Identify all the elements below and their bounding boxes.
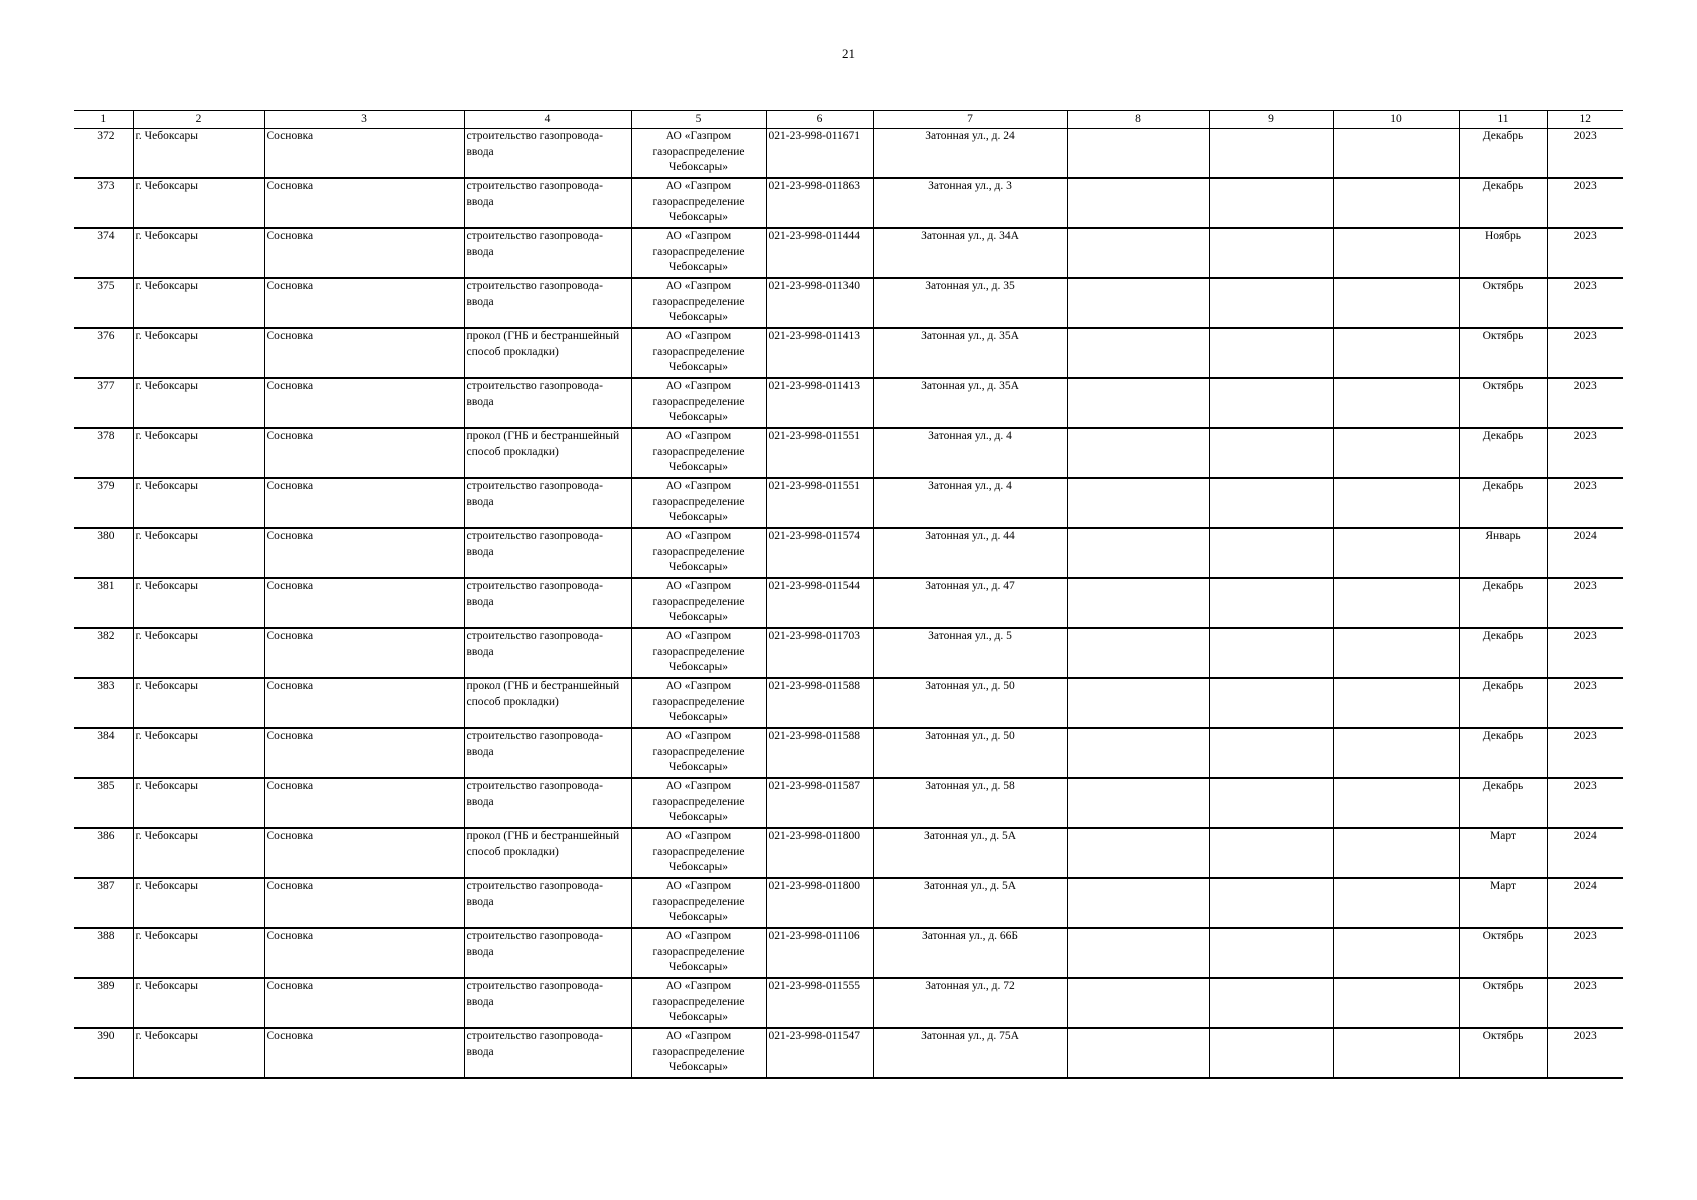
address-cell: Затонная ул., д. 5А [873, 878, 1067, 928]
address-cell: Затонная ул., д. 47 [873, 578, 1067, 628]
column-8-cell [1067, 278, 1209, 328]
table-row [74, 978, 1623, 1028]
column-8-cell [1067, 828, 1209, 878]
work-type-cell: строительство газопровода-ввода [464, 628, 631, 678]
column-header: 12 [1547, 111, 1623, 129]
address-cell: Затонная ул., д. 35 [873, 278, 1067, 328]
work-type-cell: строительство газопровода-ввода [464, 878, 631, 928]
request-number-cell: 021-23-998-011106 [766, 928, 873, 978]
column-9-cell [1209, 478, 1333, 528]
column-10-cell [1333, 1028, 1459, 1078]
work-type-cell: строительство газопровода-ввода [464, 129, 631, 179]
column-header: 1 [74, 111, 133, 129]
address-cell: Затонная ул., д. 66Б [873, 928, 1067, 978]
locality-cell: г. Чебоксары [133, 778, 264, 828]
column-9-cell [1209, 578, 1333, 628]
column-10-cell [1333, 878, 1459, 928]
district-cell: Сосновка [264, 678, 464, 728]
organization-cell: АО «Газпром газораспределение Чебоксары» [631, 978, 766, 1028]
column-9-cell [1209, 328, 1333, 378]
address-cell: Затонная ул., д. 58 [873, 778, 1067, 828]
month-cell: Октябрь [1459, 928, 1547, 978]
locality-cell: г. Чебоксары [133, 1028, 264, 1078]
table-row [74, 478, 1623, 528]
organization-cell: АО «Газпром газораспределение Чебоксары» [631, 678, 766, 728]
organization-cell: АО «Газпром газораспределение Чебоксары» [631, 129, 766, 179]
column-9-cell [1209, 678, 1333, 728]
year-cell: 2023 [1547, 578, 1623, 628]
address-cell: Затонная ул., д. 34А [873, 228, 1067, 278]
column-9-cell [1209, 728, 1333, 778]
column-10-cell [1333, 328, 1459, 378]
year-cell: 2023 [1547, 428, 1623, 478]
request-number-cell: 021-23-998-011703 [766, 628, 873, 678]
work-type-cell: строительство газопровода-ввода [464, 378, 631, 428]
row-number-cell: 381 [74, 578, 133, 628]
table-row [74, 228, 1623, 278]
table-row [74, 928, 1623, 978]
row-number-cell: 386 [74, 828, 133, 878]
organization-cell: АО «Газпром газораспределение Чебоксары» [631, 928, 766, 978]
district-cell: Сосновка [264, 428, 464, 478]
table-row [74, 728, 1623, 778]
work-type-cell: строительство газопровода-ввода [464, 228, 631, 278]
year-cell: 2023 [1547, 1028, 1623, 1078]
district-cell: Сосновка [264, 378, 464, 428]
address-cell: Затонная ул., д. 72 [873, 978, 1067, 1028]
month-cell: Декабрь [1459, 628, 1547, 678]
table-row [74, 328, 1623, 378]
address-cell: Затонная ул., д. 75А [873, 1028, 1067, 1078]
row-number-cell: 383 [74, 678, 133, 728]
request-number-cell: 021-23-998-011671 [766, 129, 873, 179]
column-header: 6 [766, 111, 873, 129]
address-cell: Затонная ул., д. 5 [873, 628, 1067, 678]
column-10-cell [1333, 428, 1459, 478]
row-number-cell: 385 [74, 778, 133, 828]
table-row [74, 129, 1623, 179]
organization-cell: АО «Газпром газораспределение Чебоксары» [631, 628, 766, 678]
table-row [74, 578, 1623, 628]
request-number-cell: 021-23-998-011800 [766, 878, 873, 928]
district-cell: Сосновка [264, 278, 464, 328]
column-8-cell [1067, 228, 1209, 278]
year-cell: 2023 [1547, 778, 1623, 828]
column-10-cell [1333, 178, 1459, 228]
column-8-cell [1067, 778, 1209, 828]
row-number-cell: 390 [74, 1028, 133, 1078]
table-row [74, 678, 1623, 728]
page-number: 21 [842, 46, 855, 61]
work-type-cell: строительство газопровода-ввода [464, 528, 631, 578]
address-cell: Затонная ул., д. 35А [873, 378, 1067, 428]
locality-cell: г. Чебоксары [133, 129, 264, 179]
table-row [74, 1028, 1623, 1078]
row-number-cell: 382 [74, 628, 133, 678]
district-cell: Сосновка [264, 778, 464, 828]
request-number-cell: 021-23-998-011444 [766, 228, 873, 278]
row-number-cell: 376 [74, 328, 133, 378]
year-cell: 2023 [1547, 278, 1623, 328]
work-type-cell: строительство газопровода-ввода [464, 578, 631, 628]
locality-cell: г. Чебоксары [133, 928, 264, 978]
address-cell: Затонная ул., д. 50 [873, 678, 1067, 728]
table-row [74, 428, 1623, 478]
locality-cell: г. Чебоксары [133, 328, 264, 378]
request-number-cell: 021-23-998-011800 [766, 828, 873, 878]
request-number-cell: 021-23-998-011574 [766, 528, 873, 578]
column-9-cell [1209, 828, 1333, 878]
table-row [74, 778, 1623, 828]
column-9-cell [1209, 378, 1333, 428]
year-cell: 2023 [1547, 928, 1623, 978]
locality-cell: г. Чебоксары [133, 728, 264, 778]
organization-cell: АО «Газпром газораспределение Чебоксары» [631, 428, 766, 478]
request-number-cell: 021-23-998-011413 [766, 328, 873, 378]
year-cell: 2023 [1547, 228, 1623, 278]
column-8-cell [1067, 728, 1209, 778]
locality-cell: г. Чебоксары [133, 578, 264, 628]
table-row [74, 178, 1623, 228]
column-header: 2 [133, 111, 264, 129]
row-number-cell: 378 [74, 428, 133, 478]
column-9-cell [1209, 628, 1333, 678]
request-number-cell: 021-23-998-011587 [766, 778, 873, 828]
row-number-cell: 389 [74, 978, 133, 1028]
locality-cell: г. Чебоксары [133, 678, 264, 728]
district-cell: Сосновка [264, 928, 464, 978]
row-number-cell: 384 [74, 728, 133, 778]
column-10-cell [1333, 828, 1459, 878]
work-type-cell: прокол (ГНБ и бестраншейный способ прокладки) [464, 678, 631, 728]
district-cell: Сосновка [264, 228, 464, 278]
column-8-cell [1067, 628, 1209, 678]
column-header: 10 [1333, 111, 1459, 129]
locality-cell: г. Чебоксары [133, 528, 264, 578]
request-number-cell: 021-23-998-011340 [766, 278, 873, 328]
work-type-cell: строительство газопровода-ввода [464, 178, 631, 228]
locality-cell: г. Чебоксары [133, 828, 264, 878]
column-10-cell [1333, 678, 1459, 728]
column-8-cell [1067, 578, 1209, 628]
column-8-cell [1067, 928, 1209, 978]
year-cell: 2023 [1547, 728, 1623, 778]
register-table [74, 110, 1623, 1079]
district-cell: Сосновка [264, 1028, 464, 1078]
row-number-cell: 388 [74, 928, 133, 978]
address-cell: Затонная ул., д. 4 [873, 428, 1067, 478]
work-type-cell: строительство газопровода-ввода [464, 478, 631, 528]
table-header [74, 111, 1623, 129]
locality-cell: г. Чебоксары [133, 978, 264, 1028]
district-cell: Сосновка [264, 628, 464, 678]
column-header: 9 [1209, 111, 1333, 129]
district-cell: Сосновка [264, 578, 464, 628]
column-8-cell [1067, 129, 1209, 179]
column-10-cell [1333, 778, 1459, 828]
column-header: 11 [1459, 111, 1547, 129]
work-type-cell: строительство газопровода-ввода [464, 978, 631, 1028]
month-cell: Ноябрь [1459, 228, 1547, 278]
organization-cell: АО «Газпром газораспределение Чебоксары» [631, 728, 766, 778]
month-cell: Октябрь [1459, 328, 1547, 378]
locality-cell: г. Чебоксары [133, 628, 264, 678]
column-header: 4 [464, 111, 631, 129]
work-type-cell: прокол (ГНБ и бестраншейный способ прокладки) [464, 828, 631, 878]
work-type-cell: строительство газопровода-ввода [464, 778, 631, 828]
district-cell: Сосновка [264, 978, 464, 1028]
district-cell: Сосновка [264, 828, 464, 878]
month-cell: Декабрь [1459, 578, 1547, 628]
column-9-cell [1209, 528, 1333, 578]
table-row [74, 278, 1623, 328]
organization-cell: АО «Газпром газораспределение Чебоксары» [631, 1028, 766, 1078]
district-cell: Сосновка [264, 129, 464, 179]
address-cell: Затонная ул., д. 4 [873, 478, 1067, 528]
column-9-cell [1209, 129, 1333, 179]
organization-cell: АО «Газпром газораспределение Чебоксары» [631, 778, 766, 828]
row-number-cell: 380 [74, 528, 133, 578]
month-cell: Октябрь [1459, 1028, 1547, 1078]
request-number-cell: 021-23-998-011555 [766, 978, 873, 1028]
work-type-cell: строительство газопровода-ввода [464, 278, 631, 328]
district-cell: Сосновка [264, 328, 464, 378]
column-8-cell [1067, 678, 1209, 728]
column-9-cell [1209, 228, 1333, 278]
column-9-cell [1209, 928, 1333, 978]
organization-cell: АО «Газпром газораспределение Чебоксары» [631, 478, 766, 528]
header-row [74, 111, 1623, 129]
work-type-cell: строительство газопровода-ввода [464, 728, 631, 778]
column-header: 8 [1067, 111, 1209, 129]
column-10-cell [1333, 628, 1459, 678]
address-cell: Затонная ул., д. 24 [873, 129, 1067, 179]
address-cell: Затонная ул., д. 5А [873, 828, 1067, 878]
year-cell: 2023 [1547, 328, 1623, 378]
table-row [74, 528, 1623, 578]
year-cell: 2024 [1547, 528, 1623, 578]
row-number-cell: 375 [74, 278, 133, 328]
organization-cell: АО «Газпром газораспределение Чебоксары» [631, 378, 766, 428]
month-cell: Март [1459, 828, 1547, 878]
locality-cell: г. Чебоксары [133, 278, 264, 328]
column-10-cell [1333, 378, 1459, 428]
request-number-cell: 021-23-998-011588 [766, 728, 873, 778]
column-9-cell [1209, 978, 1333, 1028]
column-8-cell [1067, 328, 1209, 378]
locality-cell: г. Чебоксары [133, 878, 264, 928]
month-cell: Декабрь [1459, 678, 1547, 728]
organization-cell: АО «Газпром газораспределение Чебоксары» [631, 328, 766, 378]
month-cell: Январь [1459, 528, 1547, 578]
organization-cell: АО «Газпром газораспределение Чебоксары» [631, 228, 766, 278]
organization-cell: АО «Газпром газораспределение Чебоксары» [631, 878, 766, 928]
organization-cell: АО «Газпром газораспределение Чебоксары» [631, 278, 766, 328]
request-number-cell: 021-23-998-011413 [766, 378, 873, 428]
column-8-cell [1067, 478, 1209, 528]
row-number-cell: 374 [74, 228, 133, 278]
month-cell: Октябрь [1459, 378, 1547, 428]
organization-cell: АО «Газпром газораспределение Чебоксары» [631, 828, 766, 878]
year-cell: 2023 [1547, 628, 1623, 678]
request-number-cell: 021-23-998-011547 [766, 1028, 873, 1078]
organization-cell: АО «Газпром газораспределение Чебоксары» [631, 528, 766, 578]
column-header: 5 [631, 111, 766, 129]
year-cell: 2023 [1547, 178, 1623, 228]
column-10-cell [1333, 978, 1459, 1028]
address-cell: Затонная ул., д. 50 [873, 728, 1067, 778]
organization-cell: АО «Газпром газораспределение Чебоксары» [631, 578, 766, 628]
month-cell: Март [1459, 878, 1547, 928]
column-8-cell [1067, 1028, 1209, 1078]
year-cell: 2023 [1547, 478, 1623, 528]
row-number-cell: 372 [74, 129, 133, 179]
request-number-cell: 021-23-998-011551 [766, 428, 873, 478]
column-9-cell [1209, 178, 1333, 228]
request-number-cell: 021-23-998-011588 [766, 678, 873, 728]
month-cell: Октябрь [1459, 278, 1547, 328]
month-cell: Декабрь [1459, 129, 1547, 179]
column-8-cell [1067, 178, 1209, 228]
month-cell: Декабрь [1459, 478, 1547, 528]
address-cell: Затонная ул., д. 3 [873, 178, 1067, 228]
row-number-cell: 373 [74, 178, 133, 228]
address-cell: Затонная ул., д. 44 [873, 528, 1067, 578]
work-type-cell: строительство газопровода-ввода [464, 1028, 631, 1078]
row-number-cell: 377 [74, 378, 133, 428]
locality-cell: г. Чебоксары [133, 228, 264, 278]
column-8-cell [1067, 978, 1209, 1028]
year-cell: 2024 [1547, 828, 1623, 878]
year-cell: 2023 [1547, 978, 1623, 1028]
work-type-cell: строительство газопровода-ввода [464, 928, 631, 978]
column-8-cell [1067, 878, 1209, 928]
year-cell: 2023 [1547, 129, 1623, 179]
district-cell: Сосновка [264, 728, 464, 778]
row-number-cell: 387 [74, 878, 133, 928]
row-number-cell: 379 [74, 478, 133, 528]
year-cell: 2024 [1547, 878, 1623, 928]
year-cell: 2023 [1547, 378, 1623, 428]
column-10-cell [1333, 928, 1459, 978]
month-cell: Октябрь [1459, 978, 1547, 1028]
column-10-cell [1333, 278, 1459, 328]
month-cell: Декабрь [1459, 178, 1547, 228]
column-9-cell [1209, 1028, 1333, 1078]
organization-cell: АО «Газпром газораспределение Чебоксары» [631, 178, 766, 228]
column-8-cell [1067, 528, 1209, 578]
month-cell: Декабрь [1459, 728, 1547, 778]
column-10-cell [1333, 578, 1459, 628]
column-10-cell [1333, 228, 1459, 278]
district-cell: Сосновка [264, 178, 464, 228]
locality-cell: г. Чебоксары [133, 378, 264, 428]
column-10-cell [1333, 478, 1459, 528]
column-8-cell [1067, 378, 1209, 428]
district-cell: Сосновка [264, 878, 464, 928]
address-cell: Затонная ул., д. 35А [873, 328, 1067, 378]
table-body [74, 129, 1623, 1079]
column-header: 7 [873, 111, 1067, 129]
column-10-cell [1333, 728, 1459, 778]
table-row [74, 378, 1623, 428]
table-row [74, 628, 1623, 678]
table-row [74, 828, 1623, 878]
column-9-cell [1209, 878, 1333, 928]
table-row [74, 878, 1623, 928]
request-number-cell: 021-23-998-011551 [766, 478, 873, 528]
column-9-cell [1209, 778, 1333, 828]
request-number-cell: 021-23-998-011544 [766, 578, 873, 628]
locality-cell: г. Чебоксары [133, 478, 264, 528]
column-9-cell [1209, 428, 1333, 478]
year-cell: 2023 [1547, 678, 1623, 728]
district-cell: Сосновка [264, 528, 464, 578]
district-cell: Сосновка [264, 478, 464, 528]
work-type-cell: прокол (ГНБ и бестраншейный способ прокладки) [464, 428, 631, 478]
column-9-cell [1209, 278, 1333, 328]
locality-cell: г. Чебоксары [133, 428, 264, 478]
column-8-cell [1067, 428, 1209, 478]
month-cell: Декабрь [1459, 778, 1547, 828]
column-10-cell [1333, 129, 1459, 179]
request-number-cell: 021-23-998-011863 [766, 178, 873, 228]
locality-cell: г. Чебоксары [133, 178, 264, 228]
column-10-cell [1333, 528, 1459, 578]
month-cell: Декабрь [1459, 428, 1547, 478]
work-type-cell: прокол (ГНБ и бестраншейный способ прокладки) [464, 328, 631, 378]
column-header: 3 [264, 111, 464, 129]
